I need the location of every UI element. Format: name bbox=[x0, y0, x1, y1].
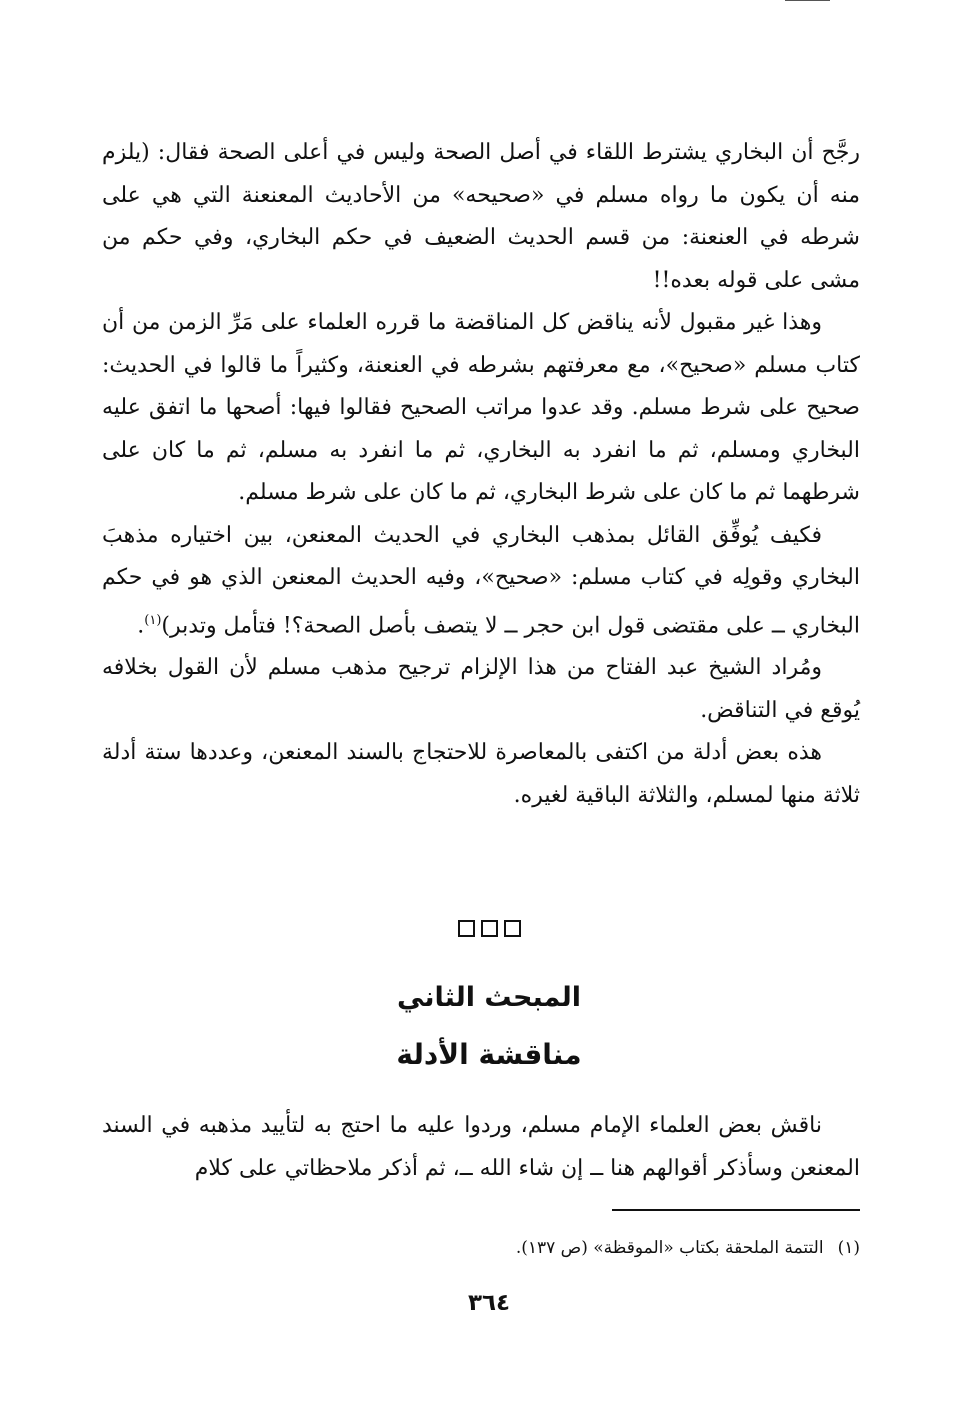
paragraph: وهذا غير مقبول لأنه يناقض كل المناقضة ما قرره العلماء على مَرِّ الزمن من أن كتاب مسلم «صحيح»، مع معرفتهم بشرطه في العنعنة، وكثيراً ما قالوا في الحديث: صحيح على شرط مسلم. وقد عدوا مراتب الصحيح فقالوا فيها: أصحها ما اتفق عليه البخاري ومسلم، ثم ما انفرد به البخاري، ثم ما انفرد به مسلم، ثم ما كان على شرطهما ثم ما كان على شرط البخاري، ثم ما كان على شرط مسلم. bbox=[102, 310, 860, 505]
scan-edge-mark bbox=[785, 0, 830, 1]
footnote-number: (١) bbox=[837, 1238, 860, 1258]
paragraph: هذه بعض أدلة من اكتفى بالمعاصرة للاحتجاج بالسند المعنعن، وعددها ستة أدلة ثلاثة منها لمسلم، والثلاثة الباقية لغيره. bbox=[102, 740, 860, 808]
paragraph-text: فكيف يُوفِّق القائل بمذهب البخاري في الحديث المعنعن، بين اختياره مذهبَ البخاري وقولِه في كتاب مسلم: «صحيح»، وفيه الحديث المعنعن الذي هو في حكم البخاري ــ على مقتضى قول ابن حجر ــ لا يتصف بأصل الصحة؟! فتأمل وتدبر) bbox=[102, 522, 860, 638]
page-number: ٣٦٤ bbox=[467, 1290, 511, 1316]
footnote-reference[interactable]: (١) bbox=[144, 612, 162, 628]
section-heading: المبحث الثاني bbox=[397, 982, 581, 1013]
section-separator bbox=[0, 915, 978, 940]
section-title: مناقشة الأدلة bbox=[396, 1038, 582, 1071]
main-text-block bbox=[102, 132, 860, 817]
paragraph: ناقش بعض العلماء الإمام مسلم، وردوا عليه ما احتج به لتأييد مذهبه في السند المعنعن وسأذكر أقوالهم هنا ــ إن شاء الله ــ، ثم أذكر ملاحظاتي على كلام bbox=[102, 1113, 860, 1181]
square-ornament-icon bbox=[504, 920, 521, 937]
footnote bbox=[102, 1233, 860, 1263]
paragraph: ومُراد الشيخ عبد الفتاح من هذا الإلزام ترجيح مذهب مسلم لأن القول بخلافه يُوقع في التناقض. bbox=[102, 655, 860, 723]
square-ornament-icon bbox=[481, 920, 498, 937]
square-ornament-icon bbox=[458, 920, 475, 937]
paragraph-with-footnote-ref bbox=[102, 515, 860, 648]
paragraph: رجَّح أن البخاري يشترط اللقاء في أصل الصحة وليس في أعلى الصحة فقال: (يلزم منه أن يكون ما رواه مسلم في «صحيحه» من الأحاديث المعنعنة التي هي على شرطه في العنعنة: من قسم الحديث الضعيف في حكم البخاري، وفي حكم من مشى على قوله بعده!! bbox=[102, 140, 861, 293]
paragraph-tail: . bbox=[137, 612, 145, 638]
second-text-block bbox=[102, 1105, 860, 1190]
footnote-text: التتمة الملحقة بكتاب «الموقظة» (ص ١٣٧). bbox=[515, 1238, 824, 1258]
footnote-divider bbox=[612, 1209, 860, 1211]
